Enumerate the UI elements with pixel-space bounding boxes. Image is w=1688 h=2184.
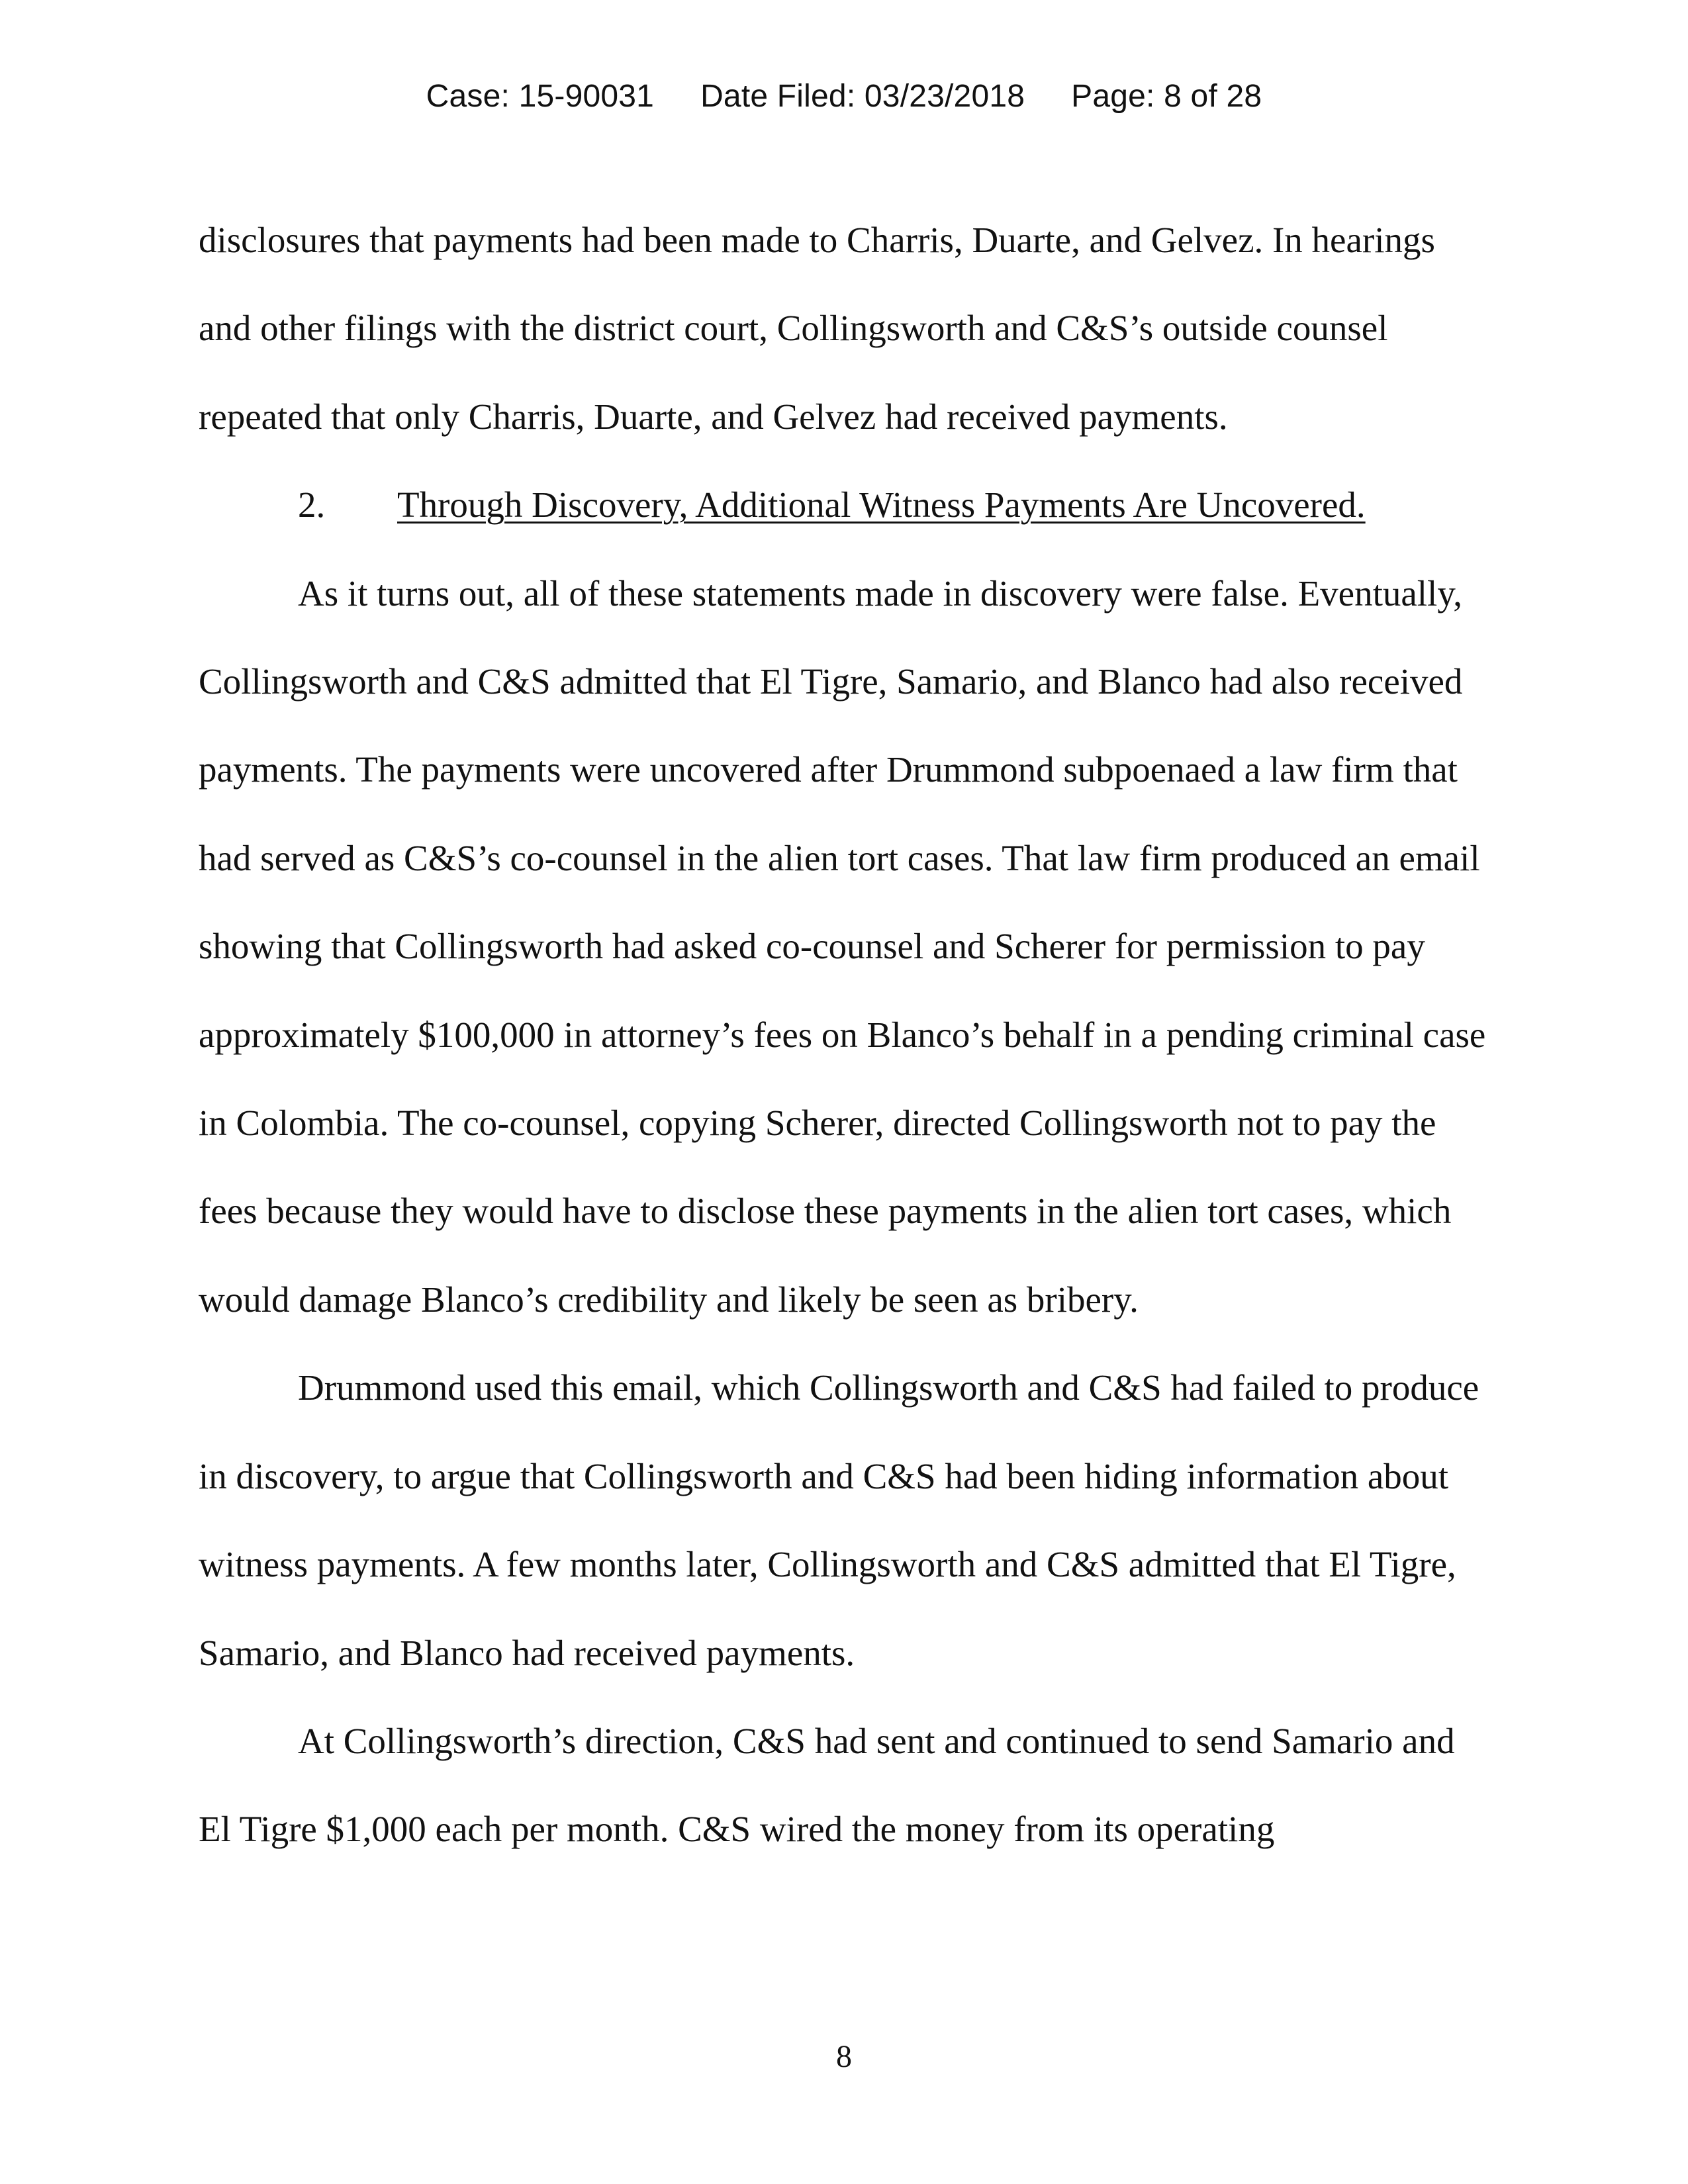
page-number: 8 — [836, 2039, 852, 2074]
section-heading — [199, 461, 1496, 549]
paragraph: Drummond used this email, which Collingsworth and C&S had failed to produce in discovery, to argue that Collingsworth and C&S had been hiding information about witness payments. A few months later, Collingsworth and C&S admitted that El Tigre, Samario, and Blanco had received payments. — [199, 1367, 1479, 1673]
case-number: Case: 15-90031 — [426, 79, 655, 114]
paragraph: As it turns out, all of these statements made in discovery were false. Eventually, Collingsworth and C&S admitted that El Tigre, Samario, and Blanco had also received payments. The payments were uncovered after Drummond subpoenaed a law firm that had served as C&S’s co-counsel in the alien tort cases. That law firm produced an email showing that Collingsworth had asked co-counsel and Scherer for permission to pay approximately $100,000 in attorney’s fees on Blanco’s behalf in a pending criminal case in Colombia. The co-counsel, copying Scherer, directed Collingsworth not to pay the fees because they would have to disclose these payments in the alien tort cases, which would damage Blanco’s credibility and likely be seen as bribery. — [199, 572, 1486, 1320]
date-filed: Date Filed: 03/23/2018 — [700, 79, 1025, 114]
section-title: Through Discovery, Additional Witness Payments Are Uncovered. — [397, 484, 1366, 525]
paragraph: disclosures that payments had been made to Charris, Duarte, and Gelvez. In hearings and other filings with the district court, Collingsworth and C&S’s outside counsel repeated that only Charris, Duarte, and Gelvez had received payments. — [199, 220, 1435, 437]
paragraph: At Collingsworth’s direction, C&S had sent and continued to send Samario and El Tigre $1,000 each per month. C&S wired the money from its operating — [199, 1720, 1455, 1850]
document-body — [199, 196, 1496, 1874]
page-header — [0, 78, 1688, 114]
section-number: 2. — [298, 484, 326, 525]
page-count: Page: 8 of 28 — [1071, 79, 1262, 114]
